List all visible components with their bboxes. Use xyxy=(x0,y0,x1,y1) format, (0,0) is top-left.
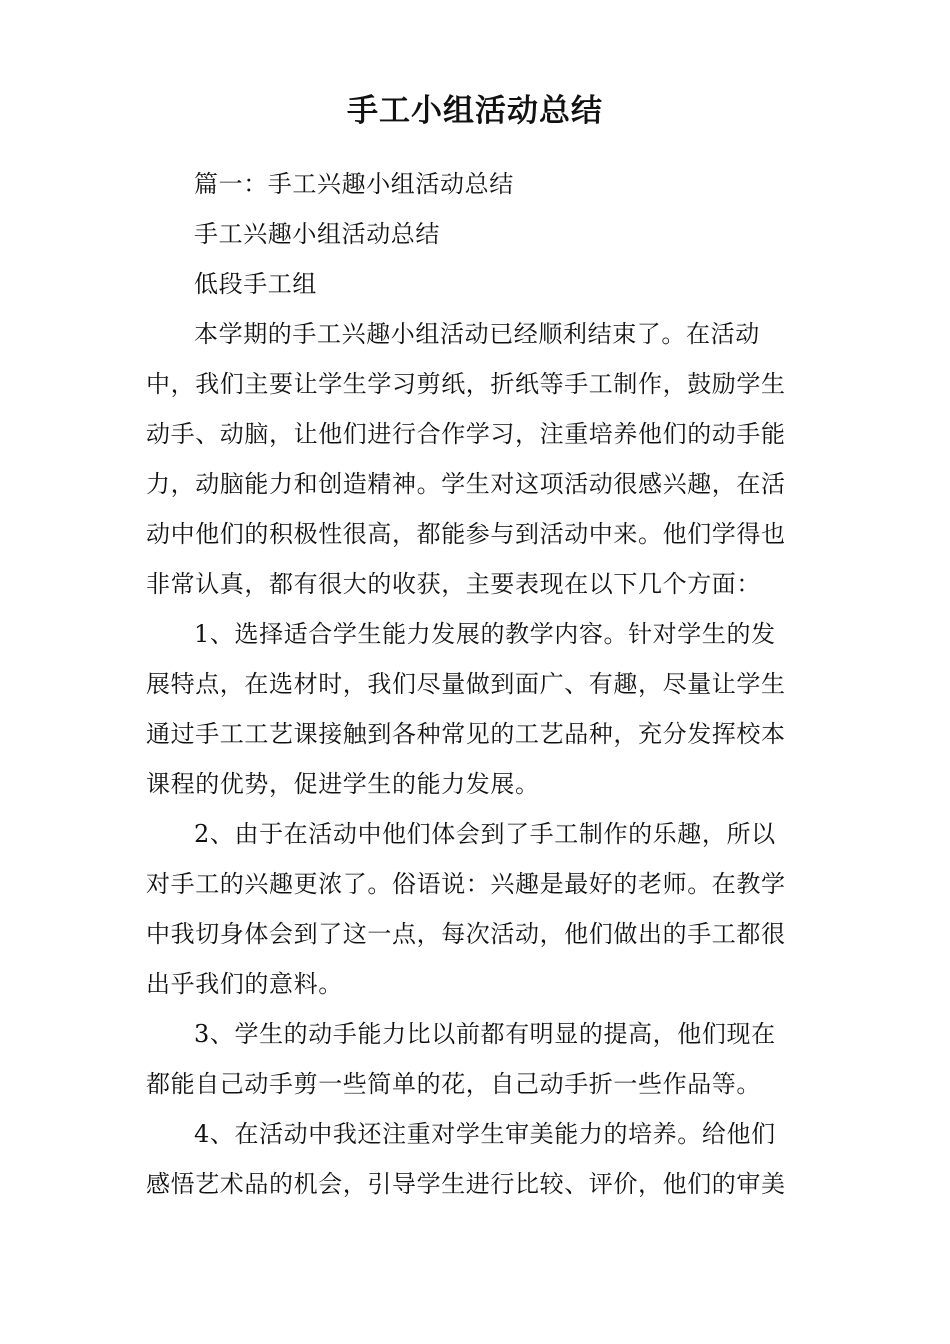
text-line: 动中他们的积极性很高，都能参与到活动中来。他们学得也 xyxy=(146,520,786,548)
document-title: 手工小组活动总结 xyxy=(347,93,603,129)
text-line: 感悟艺术品的机会，引导学生进行比较、评价，他们的审美 xyxy=(146,1170,786,1198)
text-line: 3、学生的动手能力比以前都有明显的提高，他们现在 xyxy=(194,1020,776,1048)
text-line: 动手、动脑，让他们进行合作学习，注重培养他们的动手能 xyxy=(146,420,786,448)
text-line: 出乎我们的意料。 xyxy=(146,970,343,998)
text-line: 2、由于在活动中他们体会到了手工制作的乐趣，所以 xyxy=(194,820,776,848)
text-line: 展特点，在选材时，我们尽量做到面广、有趣，尽量让学生 xyxy=(146,670,786,698)
document-body xyxy=(146,159,808,1209)
text-line: 1、选择适合学生能力发展的教学内容。针对学生的发 xyxy=(194,620,776,648)
text-line: 低段手工组 xyxy=(194,270,317,298)
text-line: 力，动脑能力和创造精神。学生对这项活动很感兴趣，在活 xyxy=(146,470,786,498)
text-line: 课程的优势，促进学生的能力发展。 xyxy=(146,770,540,798)
text-line: 中，我们主要让学生学习剪纸，折纸等手工制作，鼓励学生 xyxy=(146,370,786,398)
text-line: 4、在活动中我还注重对学生审美能力的培养。给他们 xyxy=(194,1120,776,1148)
text-line: 中我切身体会到了这一点，每次活动，他们做出的手工都很 xyxy=(146,920,786,948)
text-line: 手工兴趣小组活动总结 xyxy=(194,220,440,248)
text-line: 非常认真，都有很大的收获，主要表现在以下几个方面： xyxy=(146,570,761,598)
text-line: 篇一：手工兴趣小组活动总结 xyxy=(194,170,514,198)
text-line: 本学期的手工兴趣小组活动已经顺利结束了。在活动 xyxy=(194,320,760,348)
text-line: 都能自己动手剪一些简单的花，自己动手折一些作品等。 xyxy=(146,1070,761,1098)
text-line: 对手工的兴趣更浓了。俗语说：兴趣是最好的老师。在教学 xyxy=(146,870,786,898)
text-line: 通过手工工艺课接触到各种常见的工艺品种，充分发挥校本 xyxy=(146,720,786,748)
